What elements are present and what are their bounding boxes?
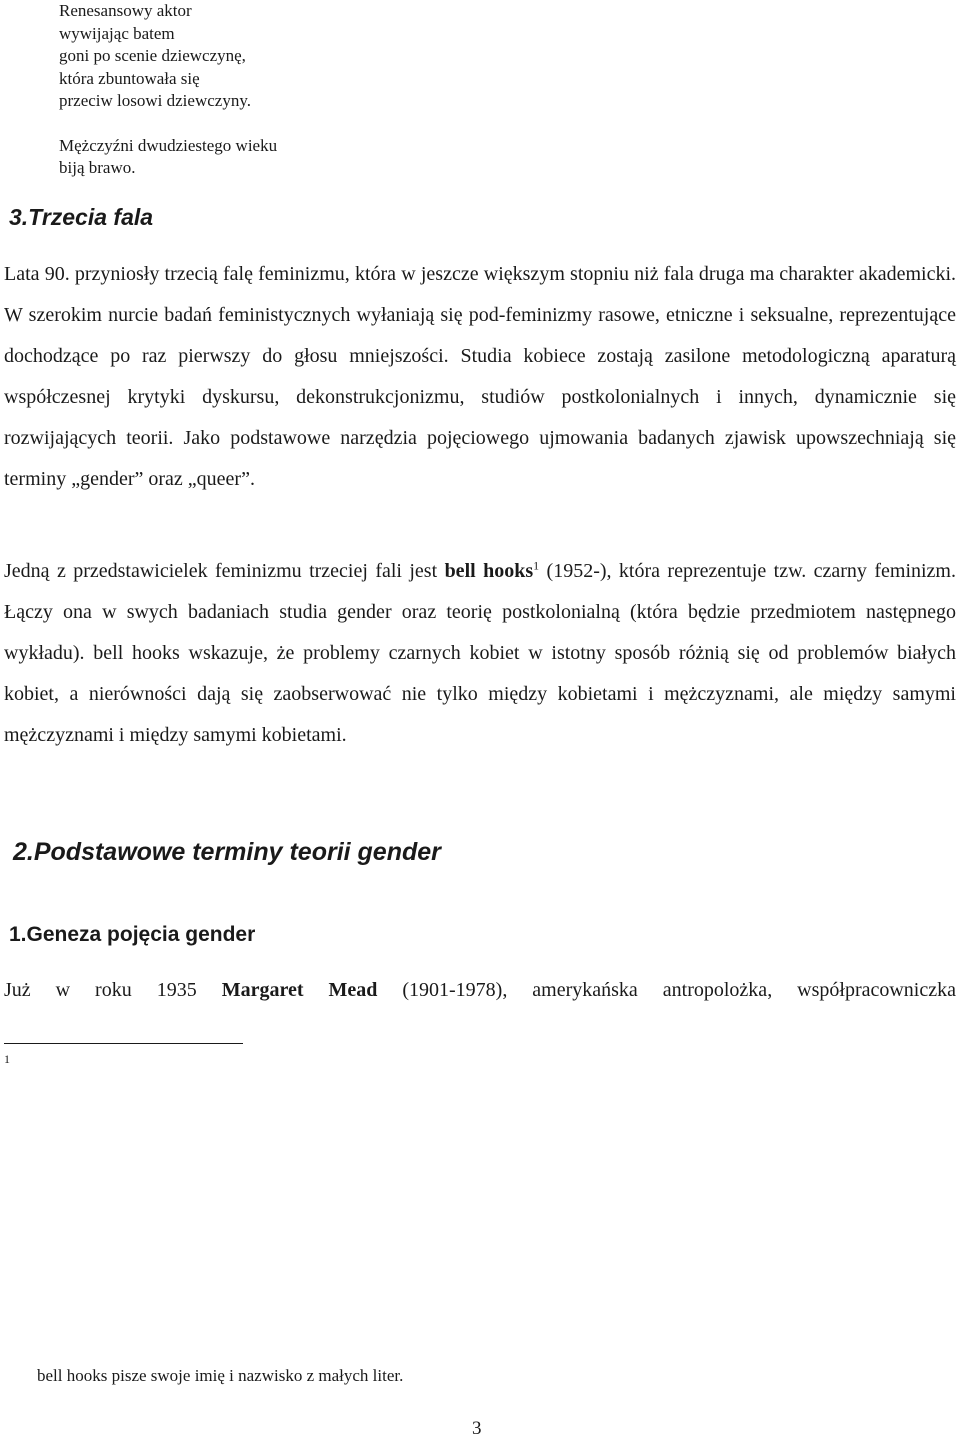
paragraph-bell-hooks bbox=[4, 551, 956, 756]
page-number: 3 bbox=[472, 1418, 482, 1439]
paragraph-text: (1952-), która reprezentuje tzw. czarny feminizm. Łączy ona w swych badaniach studia gender oraz teorię postkolonialną (która będzie przedmiotem następnego wykładu). bell hooks wskazuje, że problemy czarnych kobiet w istotny sposób różnią się od problemów białych kobiet, a nierówności dają się zaobserwować nie tylko między kobietami i mężczyznami, ale między samymi mężczyznami i między samymi kobietami. bbox=[4, 560, 956, 746]
poem bbox=[59, 0, 277, 180]
paragraph-third-wave: Lata 90. przyniosły trzecią falę feminizmu, która w jeszcze większym stopniu niż fala druga ma charakter akademicki. W szerokim nurcie badań feministycznych wyłaniają się pod-feminizmy rasowe, etniczne i seksualne, reprezentujące dochodzące po raz pierwszy do głosu mniejszości. Studia kobiece zostają zasilone metodologiczną aparaturą współczesnej krytyki dyskursu, dekonstrukcjonizmu, studiów postkolonialnych i innych, dynamicznie się rozwijających teorii. Jako podstawowe narzędzia pojęciowego ujmowania badanych zjawisk upowszechniają się terminy „gender” oraz „queer”. bbox=[4, 263, 956, 490]
bold-name: Margaret Mead bbox=[221, 979, 378, 1001]
footnote-separator bbox=[4, 1043, 243, 1044]
poem-line: Mężczyźni dwudziestego wieku bbox=[59, 135, 278, 155]
paragraph-text: Już w roku 1935 bbox=[4, 979, 222, 1001]
section-heading-terminy: 2.Podstawowe terminy teorii gender bbox=[13, 838, 441, 866]
bold-name: bell hooks bbox=[444, 560, 534, 582]
section-heading-trzecia-fala: 3.Trzecia fala bbox=[9, 204, 154, 230]
poem-line: która zbuntowała się bbox=[59, 68, 200, 88]
footnote-reference[interactable]: 1 bbox=[533, 558, 540, 573]
footnote-marker: 1 bbox=[4, 1052, 10, 1066]
paragraph-text: (1901-1978), amerykańska antropolożka, współpracowniczka bbox=[377, 979, 956, 1001]
footnote-text: bell hooks pisze swoje imię i nazwisko z małych liter. bbox=[37, 1366, 404, 1385]
poem-line: biją brawo. bbox=[59, 158, 136, 177]
paragraph-text: Jedną z przedstawicielek feminizmu trzeciej fali jest bbox=[4, 560, 445, 582]
poem-line: przeciw losowi dziewczyny. bbox=[59, 91, 251, 110]
paragraph-margaret-mead bbox=[4, 970, 956, 1011]
subsection-heading-geneza: 1.Geneza pojęcia gender bbox=[9, 923, 256, 946]
poem-line: Renesansowy aktor bbox=[59, 1, 192, 20]
poem-line: wywijając batem bbox=[59, 23, 175, 43]
poem-line: goni po scenie dziewczynę, bbox=[59, 46, 246, 65]
